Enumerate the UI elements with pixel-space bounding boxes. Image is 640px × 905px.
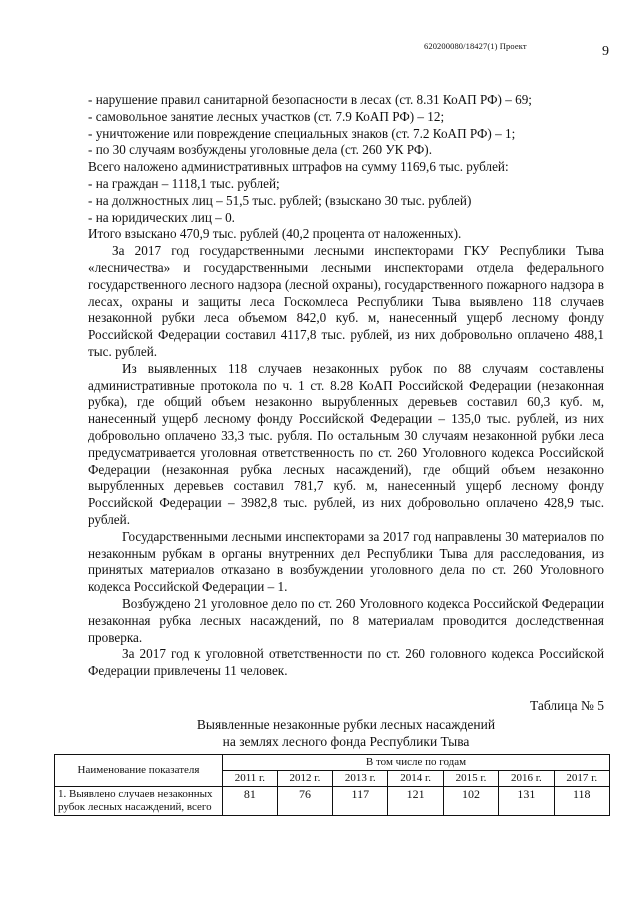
paragraph: - на граждан – 1118,1 тыс. рублей;: [88, 175, 280, 191]
table-cell-value: 117: [333, 787, 388, 816]
years-group-header: В том числе по годам: [223, 755, 610, 771]
table-cell-value: 131: [499, 787, 554, 816]
paragraph: Всего наложено административных штрафов на сумму 1169,6 тыс. рублей:: [88, 159, 509, 175]
table-cell-value: 76: [277, 787, 332, 816]
illegal-logging-table: [54, 754, 610, 816]
paragraph: - на должностных лиц – 51,5 тыс. рублей; (взыскано 30 тыс. рублей): [88, 192, 472, 208]
page-number: 9: [602, 44, 609, 59]
year-header: 2015 г.: [443, 771, 498, 787]
paragraph: Возбуждено 21 уголовное дело по ст. 260 Уголовного кодекса Российской Федерации незаконная рубка лесных насаждений, по 8 материалам проводится доследственная проверка.: [88, 595, 604, 645]
table-cell-value: 118: [554, 787, 609, 816]
year-header: 2013 г.: [333, 771, 388, 787]
paragraph: - по 30 случаям возбуждены уголовные дела (ст. 260 УК РФ).: [88, 142, 432, 158]
paragraph: За 2017 год к уголовной ответственности по ст. 260 головного кодекса Российской Федерации привлечены 11 человек.: [88, 646, 604, 679]
table-title-line-1: Выявленные незаконные рубки лесных насаждений: [196, 717, 496, 732]
paragraph: - самовольное занятие лесных участков (ст. 7.9 КоАП РФ) – 12;: [88, 108, 445, 124]
table-cell-value: 121: [388, 787, 443, 816]
table-title: [88, 716, 604, 750]
year-header: 2017 г.: [554, 771, 609, 787]
indicator-name: 1. Выявлено случаев незаконных рубок лесных насаждений, всего: [55, 787, 223, 816]
document-code: 620200080/18427(1) Проект: [424, 41, 527, 51]
year-header: 2014 г.: [388, 771, 443, 787]
paragraph: - уничтожение или повреждение специальных знаков (ст. 7.2 КоАП РФ) – 1;: [88, 125, 516, 141]
indicator-name-header: Наименование показателя: [55, 755, 223, 787]
body-text: [88, 92, 604, 680]
paragraph: - на юридических лиц – 0.: [88, 209, 235, 225]
table-header-row: [55, 755, 610, 771]
table-cell-value: 102: [443, 787, 498, 816]
paragraph: За 2017 год государственными лесными инспекторами ГКУ Республики Тыва «лесничества» и государственными лесными инспекторами отдела федерального государственного лесного надзора (лесной охраны), государственного пожарного надзора в лесах, охраны и защиты леса Госкомлеса Республики Тыва выявлено 118 случаев незаконной рубки леса объемом 842,0 куб. м, нанесенный ущерб лесному фонду Российской Федерации составил 4117,8 тыс. рублей, из них добровольно оплачено 488,1 тыс. рублей.: [88, 243, 604, 359]
paragraph: Итого взыскано 470,9 тыс. рублей (40,2 процента от наложенных).: [88, 226, 462, 242]
year-header: 2012 г.: [277, 771, 332, 787]
paragraph: - нарушение правил санитарной безопасности в лесах (ст. 8.31 КоАП РФ) – 69;: [88, 92, 532, 107]
paragraph: Государственными лесными инспекторами за 2017 год направлены 30 материалов по незаконным рубкам в органы внутренних дел Республики Тыва для расследования, из принятых материалов отказано в возбуждении уголовного дела по ст. 260 Уголовного кодекса Российской Федерации – 1.: [88, 528, 604, 595]
year-header: 2016 г.: [499, 771, 554, 787]
table-number: Таблица № 5: [530, 698, 604, 713]
table-cell-value: 81: [223, 787, 278, 816]
table-title-line-2: на землях лесного фонда Республики Тыва: [222, 734, 470, 749]
paragraph: Из выявленных 118 случаев незаконных рубок по 88 случаям составлены административные протокола по ч. 1 ст. 8.28 КоАП Российской Федерации (незаконная рубка), где общий объем незаконно вырубленных деревьев составил 60,3 куб. м, нанесенный ущерб лесному фонду Российской Федерации – 135,0 тыс. рублей, из них добровольно оплачено 33,3 тыс. рубля. По остальным 30 случаям незаконной рубки леса предусматривается уголовная ответственность по ст. 260 Уголовного кодекса Российской Федерации (незаконная рубка лесных насаждений), где общий объем незаконно вырубленных деревьев составил 781,7 куб. м, нанесенный ущерб лесному фонду Российской Федерации – 3982,8 тыс. рублей, из них добровольно оплачено 428,9 тыс. рублей.: [88, 360, 604, 527]
table-row: [55, 787, 610, 816]
year-header: 2011 г.: [223, 771, 278, 787]
